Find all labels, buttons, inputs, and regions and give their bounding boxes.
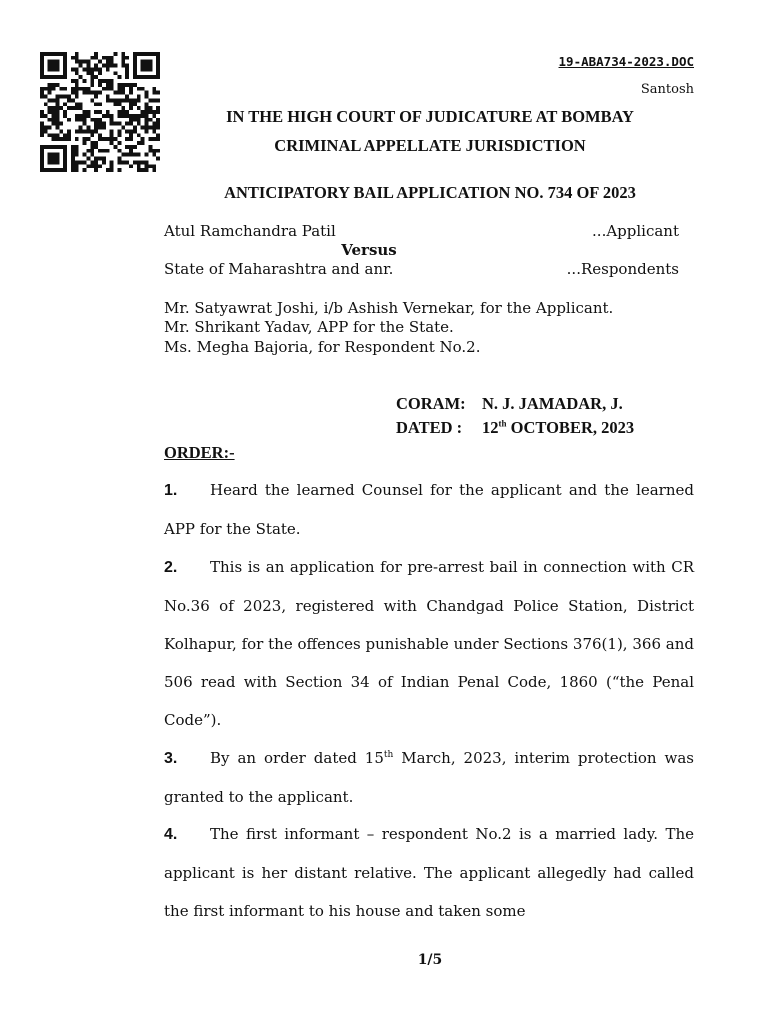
applicant-line xyxy=(164,222,679,240)
date-day: 12 xyxy=(482,418,499,437)
counsel-state: Mr. Shrikant Yadav, APP for the State. xyxy=(164,318,454,336)
court-title: IN THE HIGH COURT OF JUDICATURE AT BOMBAY xyxy=(226,107,634,126)
paragraph-suffix: th xyxy=(383,750,394,760)
respondent-role: ...Respondents xyxy=(566,260,679,278)
author-name: Santosh xyxy=(640,82,694,97)
judge-name: N. J. JAMADAR, J. xyxy=(482,394,623,413)
paragraph-4 xyxy=(164,815,694,930)
paragraph-number: 4. xyxy=(164,826,178,843)
application-title: ANTICIPATORY BAIL APPLICATION NO. 734 OF 2023 xyxy=(224,183,636,202)
page-number: 1/5 xyxy=(417,952,443,968)
coram-line xyxy=(396,394,623,414)
paragraph-2 xyxy=(164,548,694,739)
paragraph-3 xyxy=(164,739,694,816)
dated-label: DATED : xyxy=(396,418,463,437)
jurisdiction-title: CRIMINAL APPELLATE JURISDICTION xyxy=(274,136,586,155)
order-title: ORDER:- xyxy=(164,443,235,462)
paragraph-text: By an order dated 15 xyxy=(210,749,384,767)
paragraph-number: 3. xyxy=(164,750,178,767)
counsel-respondent: Ms. Megha Bajoria, for Respondent No.2. xyxy=(164,338,481,356)
respondent-name: State of Maharashtra and anr. xyxy=(164,260,394,278)
coram-label: CORAM: xyxy=(396,394,466,413)
respondent-line xyxy=(164,260,679,278)
paragraph-text: Heard the learned Counsel for the applicant and the learned APP for the State. xyxy=(164,481,694,538)
versus-label: Versus xyxy=(341,241,397,259)
paragraph-text: This is an application for pre-arrest bail in connection with CR No.36 of 2023, registered with Chandgad Police Station, District Kolhapur, for the offences punishable under Sections 376(1), 366 and 506 read with Section 34 of Indian Penal Code, 1860 (“the Penal Code”). xyxy=(164,558,694,729)
date-suffix: th xyxy=(498,418,507,429)
applicant-role: ...Applicant xyxy=(592,222,679,240)
paragraph-number: 1. xyxy=(164,482,178,499)
paragraph-number: 2. xyxy=(164,559,178,576)
document-id: 19-ABA734-2023.DOC xyxy=(558,54,694,69)
applicant-name: Atul Ramchandra Patil xyxy=(164,222,336,240)
paragraph-text-rest: March, 2023, interim protection was granted to the applicant. xyxy=(164,749,694,806)
paragraph-1 xyxy=(164,471,694,548)
date-rest: OCTOBER, 2023 xyxy=(506,418,635,437)
dated-line xyxy=(396,418,634,438)
counsel-applicant: Mr. Satyawrat Joshi, i/b Ashish Vernekar, for the Applicant. xyxy=(164,299,614,317)
paragraph-text: The first informant – respondent No.2 is a married lady. The applicant is her distant relative. The applicant allegedly had called the first informant to his house and taken some xyxy=(164,825,694,920)
